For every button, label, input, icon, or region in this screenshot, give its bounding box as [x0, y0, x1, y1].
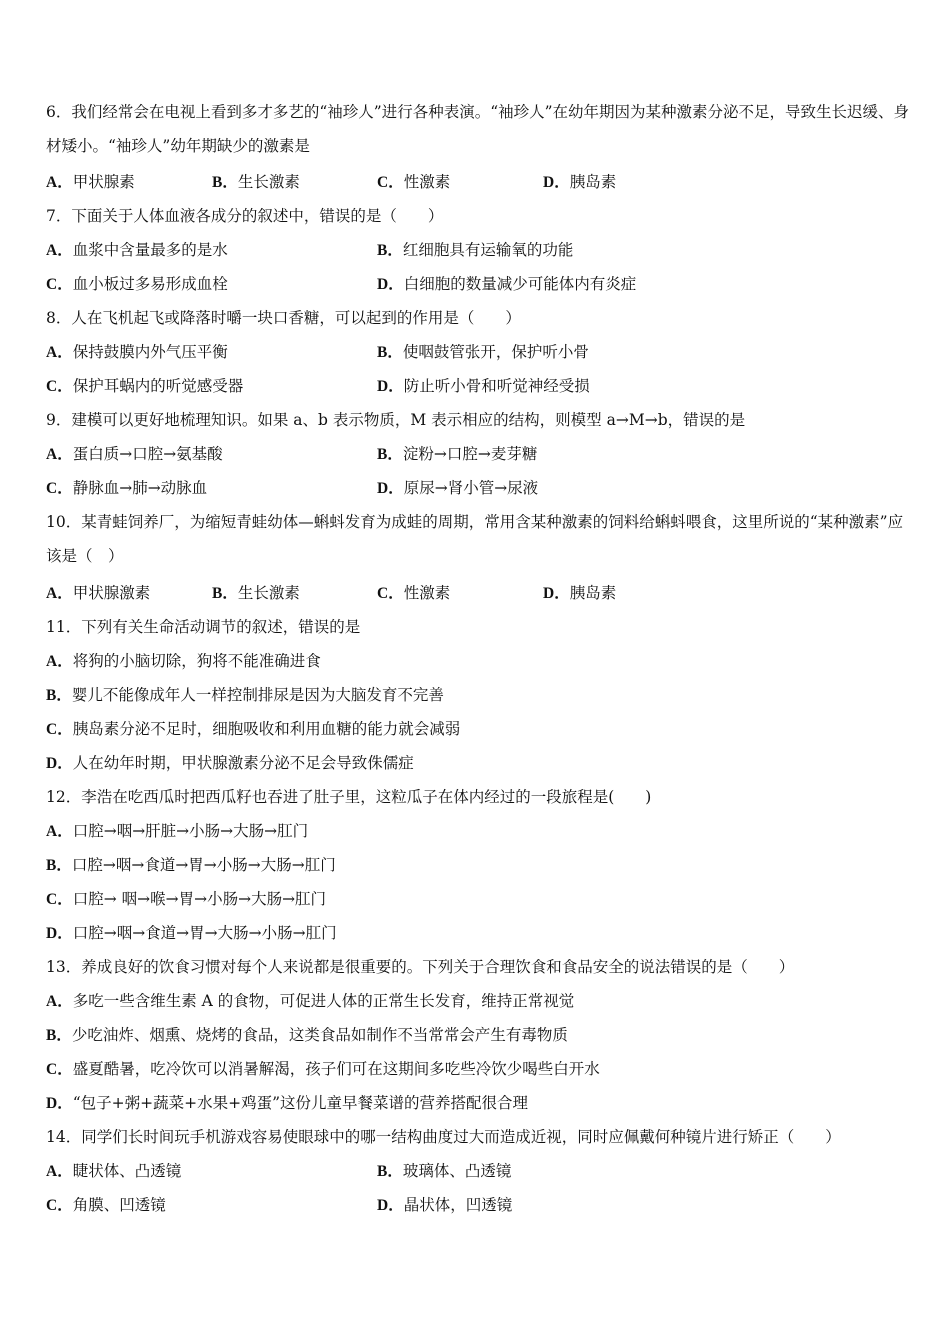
options-row — [46, 335, 916, 369]
options-row — [46, 1188, 916, 1222]
option-c: C．性激素 — [377, 173, 451, 191]
option-b: B．玻璃体、凸透镜 — [377, 1162, 512, 1180]
option-c: C．盛夏酷暑，吃冷饮可以消暑解渴，孩子们可在这期间多吃些冷饮少喝些白开水 — [46, 1060, 600, 1078]
options-row — [46, 576, 916, 610]
option-b: B．少吃油炸、烟熏、烧烤的食品，这类食品如制作不当常常会产生有毒物质 — [46, 1026, 568, 1044]
option-b: B．淀粉→口腔→麦芽糖 — [377, 445, 538, 463]
question-stem: 10．某青蛙饲养厂，为缩短青蛙幼体—蝌蚪发育为成蛙的周期，常用含某种激素的饲料给蝌蚪喂食，这里所说的“某种激素”应该是（ ） — [46, 513, 904, 565]
options-row — [46, 471, 916, 505]
question-stem: 6．我们经常会在电视上看到多才多艺的“袖珍人”进行各种表演。“袖珍人”在幼年期因为某种激素分泌不足，导致生长迟缓、身材矮小。“袖珍人”幼年期缺少的激素是 — [46, 103, 910, 155]
option-a: A．口腔→咽→肝脏→小肠→大肠→肛门 — [46, 822, 309, 840]
option-d: D．晶状体，凹透镜 — [377, 1196, 513, 1214]
options-row — [46, 369, 916, 403]
question-6 — [46, 95, 916, 163]
question-stem: 11．下列有关生命活动调节的叙述，错误的是 — [46, 618, 361, 636]
question-stem: 9．建模可以更好地梳理知识。如果 a、b 表示物质，M 表示相应的结构，则模型 a→M→b，错误的是 — [46, 411, 746, 429]
option-c: C．口腔→ 咽→喉→胃→小肠→大肠→肛门 — [46, 890, 327, 908]
option-b: B．婴儿不能像成年人一样控制排尿是因为大脑发育不完善 — [46, 686, 444, 704]
option-c: C．静脉血→肺→动脉血 — [46, 479, 208, 497]
option-c: C．胰岛素分泌不足时，细胞吸收和利用血糖的能力就会减弱 — [46, 720, 461, 738]
options-row — [46, 1154, 916, 1188]
option-a: A．将狗的小脑切除，狗将不能准确进食 — [46, 652, 321, 670]
question-9 — [46, 403, 916, 437]
question-stem: 8．人在飞机起飞或降落时嚼一块口香糖，可以起到的作用是（ ） — [46, 309, 521, 327]
option-c: C．血小板过多易形成血栓 — [46, 275, 228, 293]
question-13 — [46, 950, 916, 984]
question-14 — [46, 1120, 916, 1154]
option-a: A．多吃一些含维生素 A 的食物，可促进人体的正常生长发育，维持正常视觉 — [46, 992, 575, 1010]
question-stem: 12．李浩在吃西瓜时把西瓜籽也吞进了肚子里，这粒瓜子在体内经过的一段旅程是( ) — [46, 788, 652, 806]
option-b: B．生长激素 — [212, 173, 300, 191]
options-row — [46, 267, 916, 301]
option-b: B．红细胞具有运输氧的功能 — [377, 241, 574, 259]
question-stem: 14．同学们长时间玩手机游戏容易使眼球中的哪一结构曲度过大而造成近视，同时应佩戴何种镜片进行矫正（ ） — [46, 1128, 841, 1146]
option-a: A．甲状腺激素 — [46, 584, 151, 602]
options-row — [46, 165, 916, 199]
option-d: D．胰岛素 — [543, 173, 617, 191]
option-a: A．睫状体、凸透镜 — [46, 1162, 182, 1180]
options-row — [46, 437, 916, 471]
option-c: C．保护耳蜗内的听觉感受器 — [46, 377, 244, 395]
question-10 — [46, 505, 916, 573]
option-b: B．使咽鼓管张开，保护听小骨 — [377, 343, 589, 361]
question-12 — [46, 780, 916, 814]
option-d: D．白细胞的数量减少可能体内有炎症 — [377, 275, 637, 293]
question-8 — [46, 301, 916, 335]
options-row — [46, 233, 916, 267]
question-stem: 13．养成良好的饮食习惯对每个人来说都是很重要的。下列关于合理饮食和食品安全的说法错误的是（ ） — [46, 958, 795, 976]
option-d: D．口腔→咽→食道→胃→大肠→小肠→肛门 — [46, 924, 337, 942]
option-d: D．原尿→肾小管→尿液 — [377, 479, 539, 497]
option-d: D．“包子+粥+蔬菜+水果+鸡蛋”这份儿童早餐菜谱的营养搭配很合理 — [46, 1094, 529, 1112]
question-11 — [46, 610, 916, 644]
option-d: D．胰岛素 — [543, 584, 617, 602]
question-stem: 7．下面关于人体血液各成分的叙述中，错误的是（ ） — [46, 207, 444, 225]
option-a: A．保持鼓膜内外气压平衡 — [46, 343, 228, 361]
option-b: B．生长激素 — [212, 584, 300, 602]
option-a: A．蛋白质→口腔→氨基酸 — [46, 445, 223, 463]
question-7 — [46, 199, 916, 233]
option-c: C．角膜、凹透镜 — [46, 1196, 166, 1214]
option-a: A．血浆中含量最多的是水 — [46, 241, 228, 259]
option-b: B．口腔→咽→食道→胃→小肠→大肠→肛门 — [46, 856, 336, 874]
option-a: A．甲状腺素 — [46, 173, 135, 191]
option-d: D．人在幼年时期，甲状腺激素分泌不足会导致侏儒症 — [46, 754, 414, 772]
option-c: C．性激素 — [377, 584, 451, 602]
option-d: D．防止听小骨和听觉神经受损 — [377, 377, 590, 395]
